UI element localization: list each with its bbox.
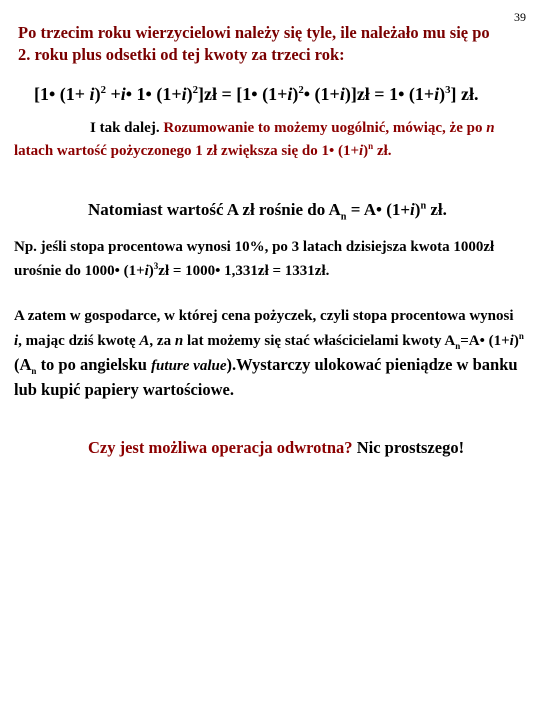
conclusion-paragraph: A zatem w gospodarce, w której cena pożyczek, czyli stopa procentowa wynosi i, mając dziś kwotę A, za n lat możemy się stać właścicielami kwoty $A_n=A•$ $(1+i)^n$ ($A_n$ to po angielsku future value).Wystarczy ulokować pieniądze w banku lub kupić papiery wartościowe. [14,308,524,399]
formula-future-value: Natomiast wartość A zł rośnie do $A_n$ = A• $(1+i)^n$ zł. [88,200,447,223]
heading-paragraph: Po trzecim roku wierzycielowi należy się tyle, ile należało mu się po 2. roku plus odsetki od tej kwoty za trzeci rok: [18,23,490,64]
example-paragraph: Np. jeśli stopa procentowa wynosi 10%, po 3 latach dzisiejsza kwota 1000zł urośnie do 1000• $(1+i)^3zł$ = 1000• 1,331zł = 1331zł. [14,239,495,279]
question-paragraph: Czy jest możliwa operacja odwrotna? Nic prostszego! [88,438,465,457]
formula-third-year: [1• $(1+ i)^2$ +i• 1• $(1+i)^2]zł$ = [1• $(1+i)^2•$ (1+i)]zł = 1• $(1+i)^3$] zł. [34,84,479,104]
page-number: 39 [514,10,526,24]
generalization-paragraph: I tak dalej. Rozumowanie to możemy uogólnić, mówiąc, że po n latach wartość pożyczonego 1 zł zwiększa się do 1• $(1+i)^n$ zł. [14,120,495,159]
